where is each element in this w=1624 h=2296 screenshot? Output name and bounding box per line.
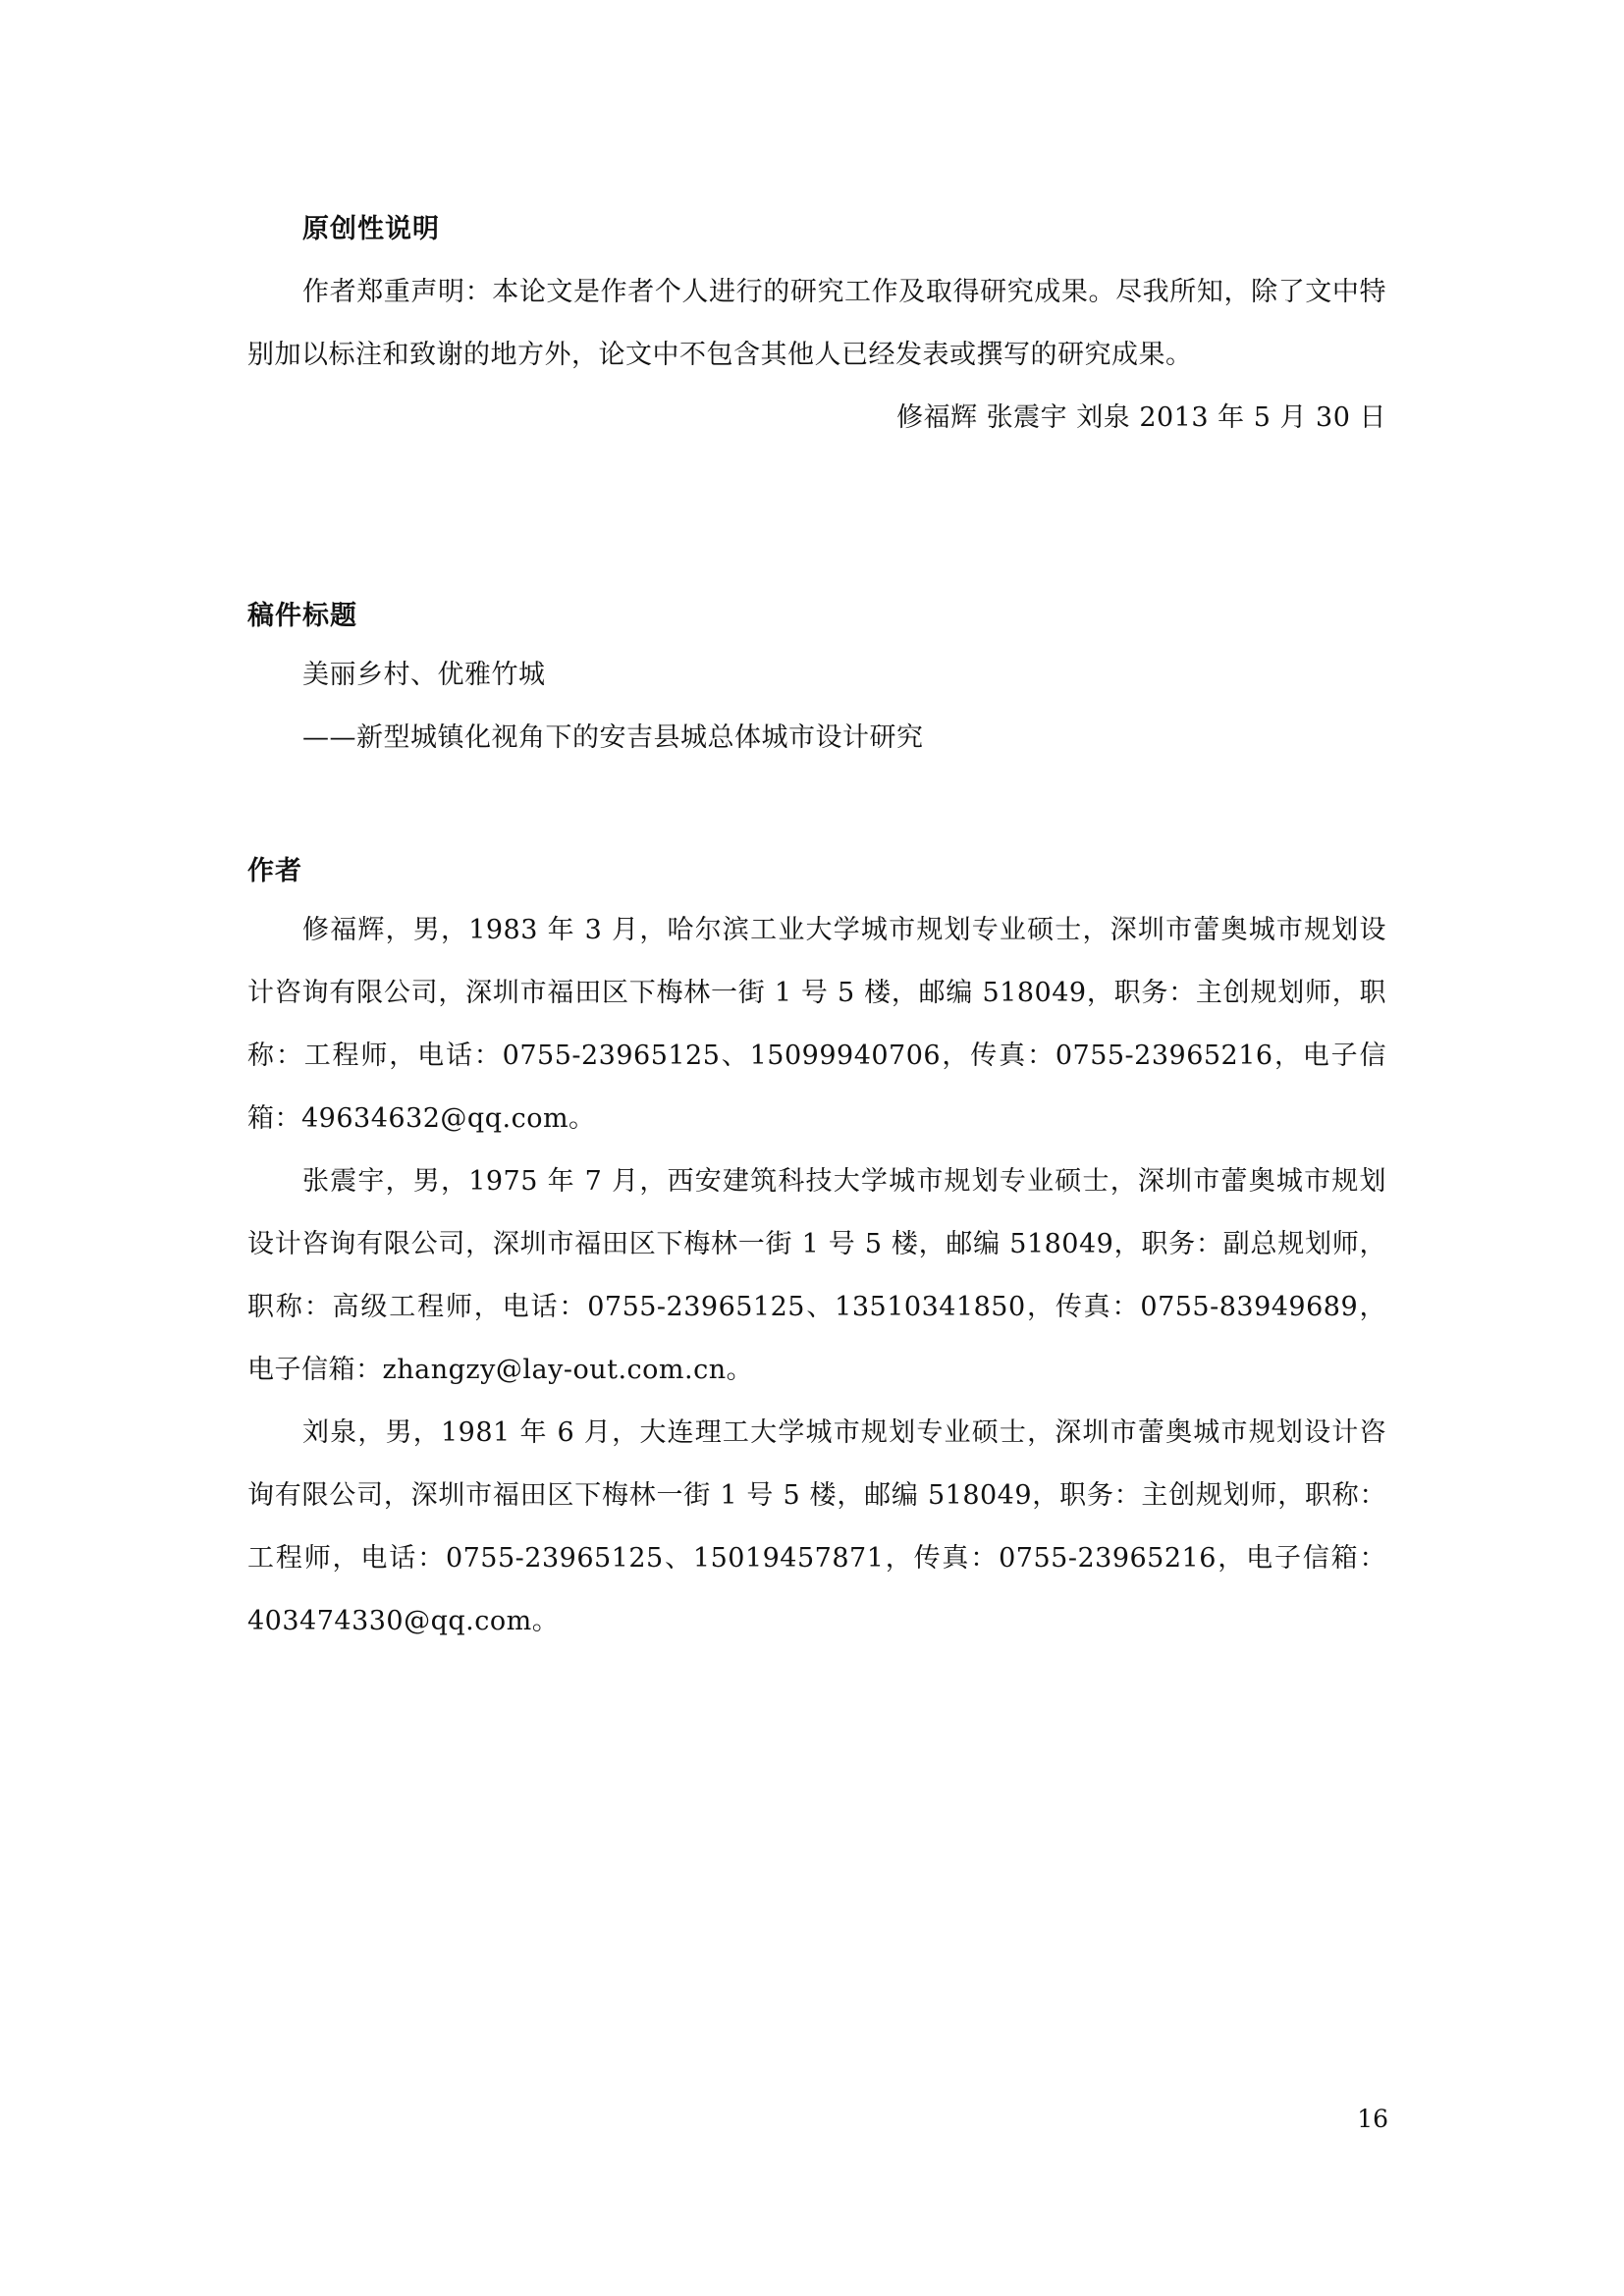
author-entry: 修福辉，男，1983 年 3 月，哈尔滨工业大学城市规划专业硕士，深圳市蕾奥城市规划设计咨询有限公司，深圳市福田区下梅林一街 1 号 5 楼，邮编 518049，职务：主创规划师，职称：工程师，电话：0755-23965125、15099940706，传真：0755-23965216，电子信箱：49634632@qq.com。 [247,915,1386,1134]
page-number: 16 [1357,2105,1388,2133]
author-entry: 刘泉，男，1981 年 6 月，大连理工大学城市规划专业硕士，深圳市蕾奥城市规划设计咨询有限公司，深圳市福田区下梅林一街 1 号 5 楼，邮编 518049，职务：主创规划师，职称：工程师，电话：0755-23965125、15019457871，传真：0755-23965216，电子信箱：403474330@qq.com。 [247,1417,1386,1636]
originality-statement: 作者郑重声明：本论文是作者个人进行的研究工作及取得研究成果。尽我所知，除了文中特别加以标注和致谢的地方外，论文中不包含其他人已经发表或撰写的研究成果。 [247,277,1386,370]
authors-heading: 作者 [247,856,302,886]
manuscript-title-section [247,593,1386,770]
authors-section [247,848,1386,1653]
manuscript-subtitle: ——新型城镇化视角下的安吉县城总体城市设计研究 [302,722,924,753]
manuscript-title-heading: 稿件标题 [247,601,357,631]
originality-heading: 原创性说明 [302,214,440,244]
author-entry: 张震宇，男，1975 年 7 月，西安建筑科技大学城市规划专业硕士，深圳市蕾奥城市规划设计咨询有限公司，深圳市福田区下梅林一街 1 号 5 楼，邮编 518049，职务：副总规划师，职称：高级工程师，电话：0755-23965125、13510341850，传真：0755-83949689，电子信箱：zhangzy@lay-out.com.cn。 [247,1166,1386,1385]
originality-section [247,206,1386,450]
manuscript-title: 美丽乡村、优雅竹城 [302,660,546,690]
originality-signature: 修福辉 张震宇 刘泉 2013 年 5 月 30 日 [896,402,1386,433]
